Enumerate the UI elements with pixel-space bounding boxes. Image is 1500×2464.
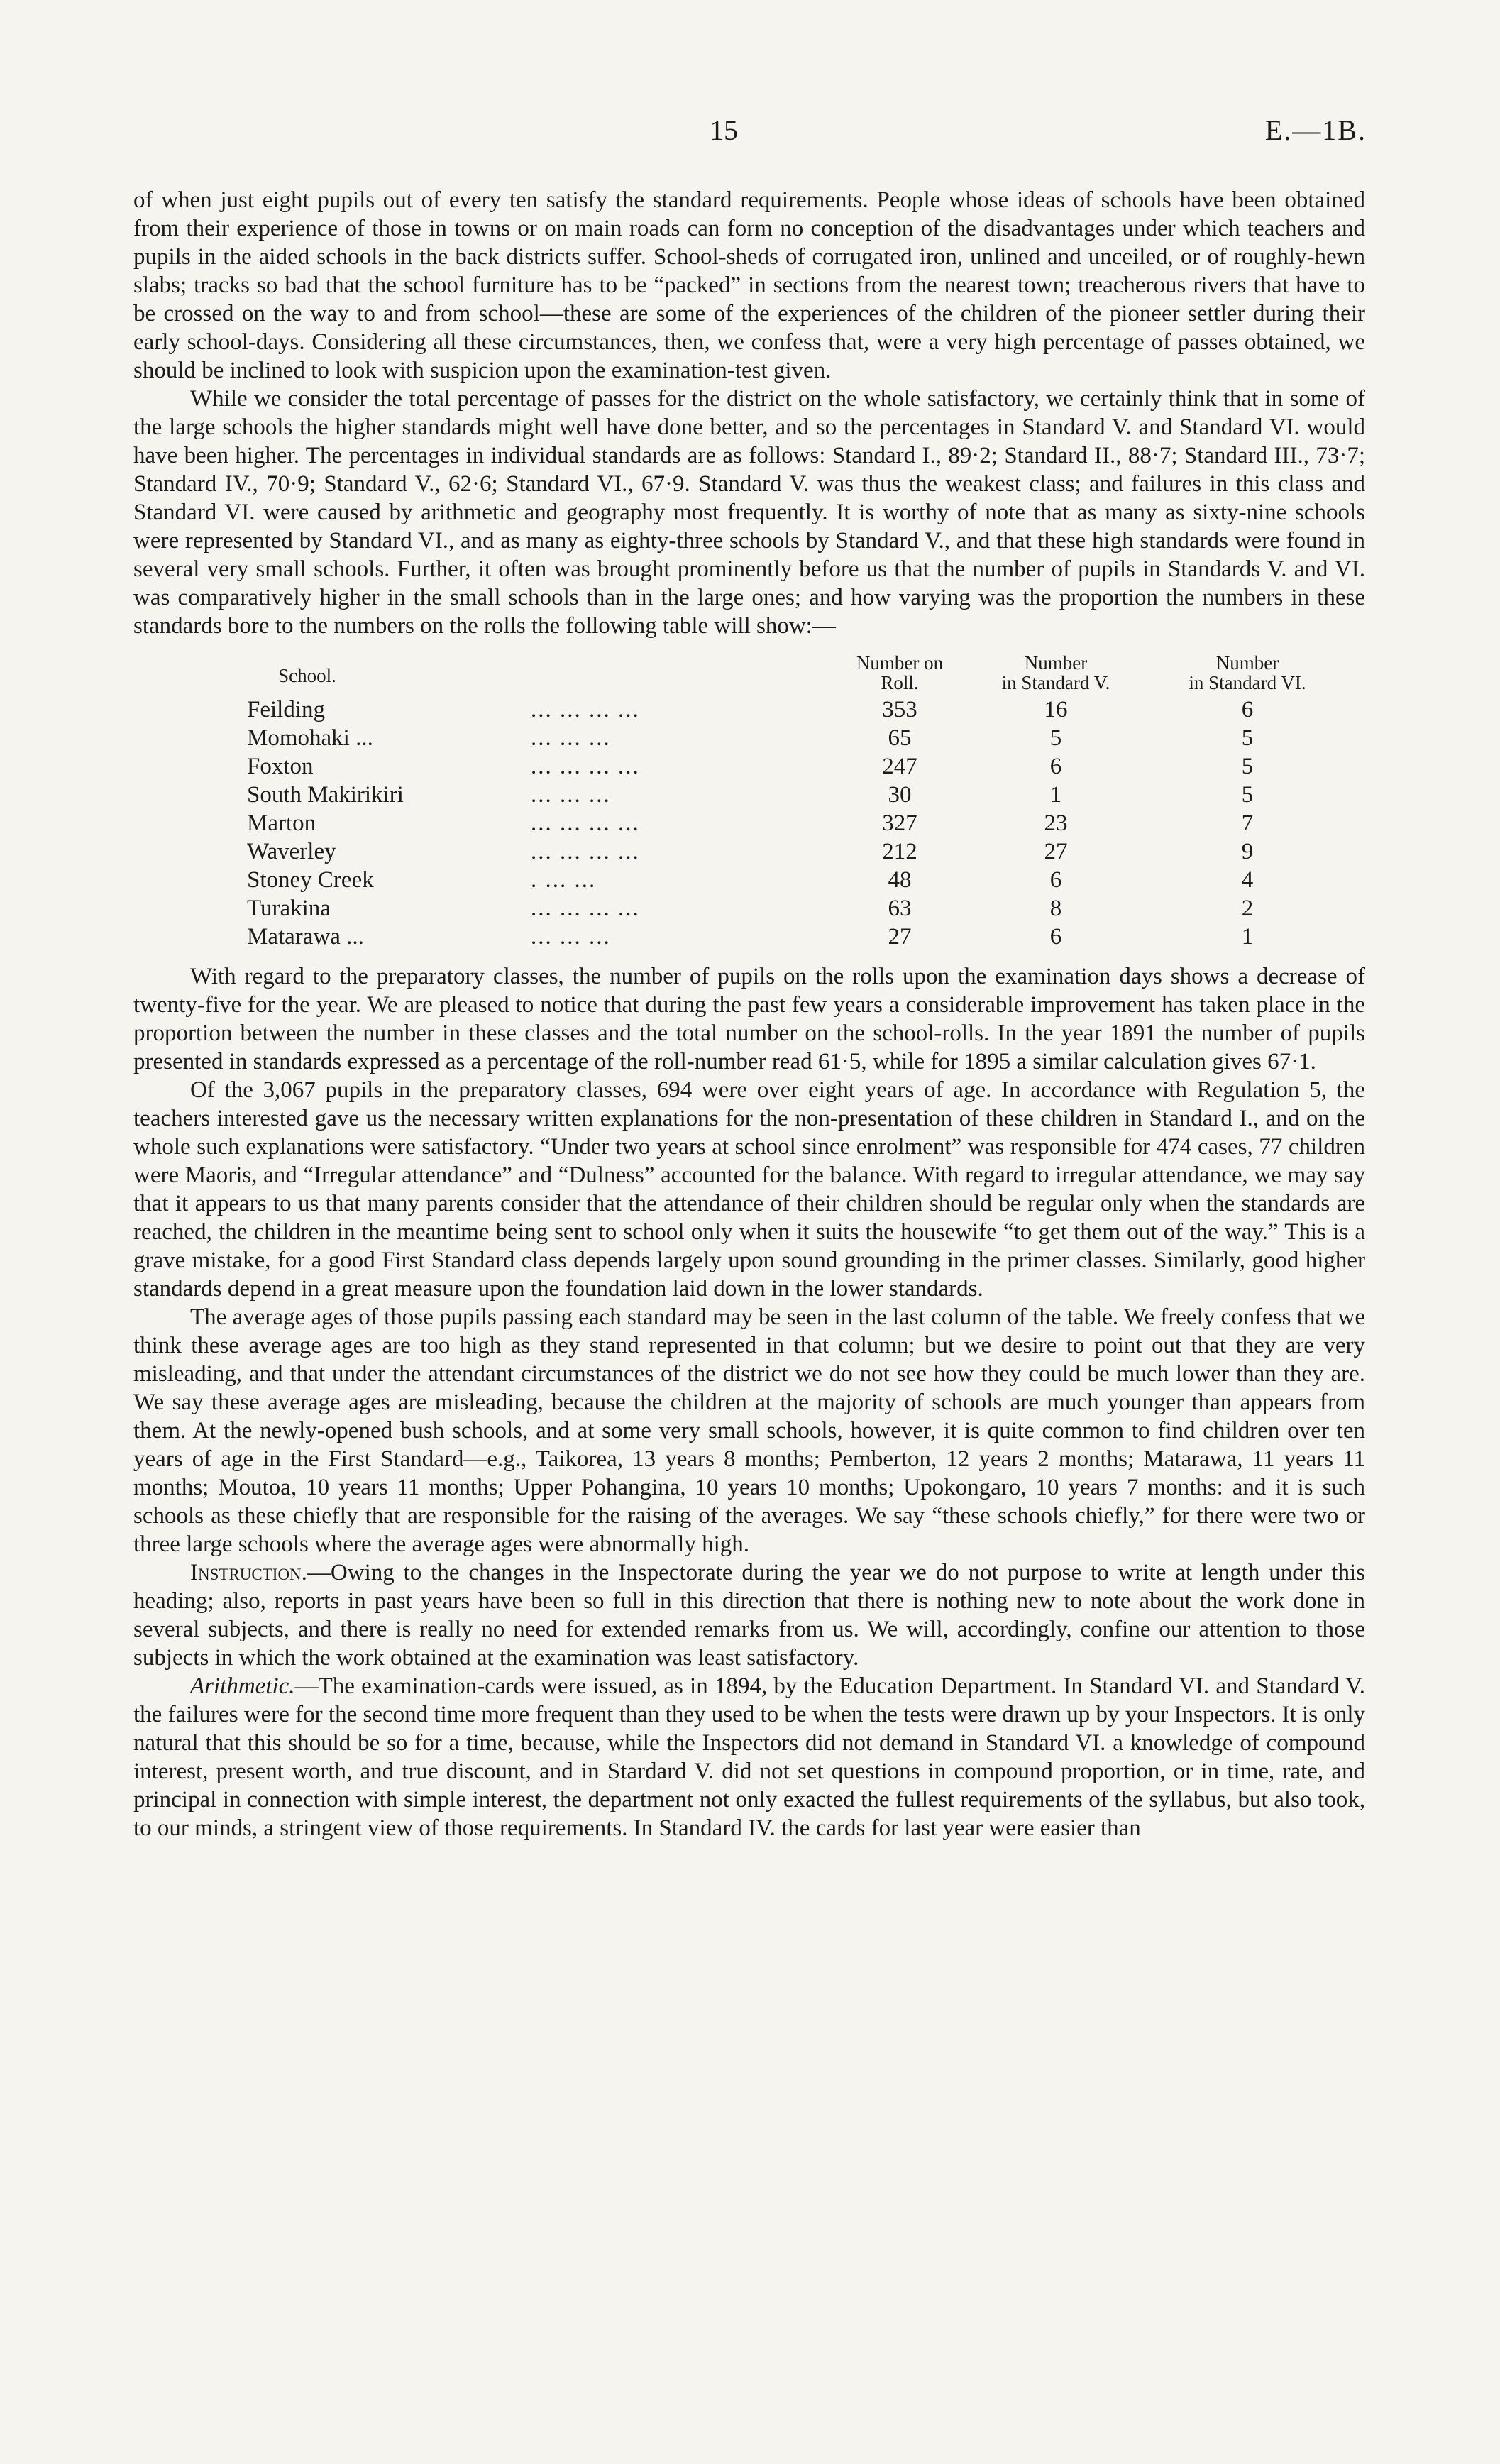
standard-vi-count: 5 <box>1241 754 1254 779</box>
school-name: South Makirikiri <box>247 782 404 808</box>
standard-v-count: 16 <box>1044 697 1068 722</box>
roll-number: 247 <box>882 754 917 779</box>
roll-number: 327 <box>882 810 917 836</box>
section-heading-arithmetic: Arithmetic. <box>190 1673 295 1699</box>
school-name: Stoney Creek <box>247 867 374 893</box>
leader-dots: ... ... ... <box>531 924 611 950</box>
paragraph: While we consider the total percentage of passes for the district on the whole satisfactory, we certainly think that in some of the large schools the higher standards might well have done better, and so the percentages in Standard V. and Standard VI. would have been higher. The percentages in individual standards are as follows: Standard I., 89·2; Standard II., 88·7; Standard III., 73·7; Standard IV., 70·9; Standard V., 62·6; Standard VI., 67·9. Standard V. was thus the weakest class; and failures in this class and Standard VI. were caused by arithmetic and geography most frequently. It is worthy of note that as many as sixty-nine schools were represented by Standard VI., and as many as eighty-three schools by Standard V., and that these high standards were found in several very small schools. Further, it often was brought prominently before us that the number of pupils in Standards V. and VI. was comparatively higher in the small schools than in the large ones; and how varying was the proportion the numbers in these standards bore to the numbers on the rolls the following table will show:— <box>133 386 1365 639</box>
paragraph: of when just eight pupils out of every ten satisfy the standard requirements. People whose ideas of schools have been obtained from their experience of those in towns or on main roads can form no conception of the disadvantages under which teachers and pupils in the aided schools in the back districts suffer. School-sheds of corrugated iron, unlined and unceiled, or of roughly-hewn slabs; tracks so bad that the school furniture has to be “packed” in sections from the nearest town; treacherous rivers that have to be crossed on the way to and from school—these are some of the experiences of the children of the pioneer settler during their early school-days. Considering all these circumstances, then, we confess that, were a very high percentage of passes obtained, we should be inclined to look with suspicion upon the examination-test given. <box>133 187 1365 383</box>
roll-number: 65 <box>888 725 912 751</box>
roll-number: 353 <box>882 697 917 722</box>
leader-dots: ... ... ... ... <box>531 697 640 722</box>
column-header-standard-v: Number in Standard V. <box>1001 652 1110 693</box>
standard-vi-count: 7 <box>1241 810 1254 836</box>
column-header-school: School. <box>278 665 336 686</box>
instruction-text: —Owing to the changes in the Inspectorate during the year we do not purpose to write at length under this heading; also, reports in past years have been so full in this direction that there is nothing new to note about the work done in several subjects, and there is really no need for extended remarks from us. We will, accordingly, confine our attention to those subjects in which the work obtained at the examination was least satisfactory. <box>133 1560 1365 1671</box>
column-header-standard-vi: Number in Standard VI. <box>1189 652 1306 693</box>
table-row <box>133 866 1365 894</box>
roll-number: 27 <box>888 924 912 950</box>
school-name: Waverley <box>247 839 336 864</box>
school-name: Matarawa ... <box>247 924 364 950</box>
table-row <box>133 695 1365 724</box>
standard-v-count: 5 <box>1049 725 1062 751</box>
leader-dots: ... ... ... <box>531 725 611 751</box>
school-name: Momohaki ... <box>247 725 373 751</box>
standard-v-count: 1 <box>1049 782 1062 808</box>
paragraph: Of the 3,067 pupils in the preparatory classes, 694 were over eight years of age. In accordance with Regulation 5, the teachers interested gave us the necessary written explanations for the non-presentation of these children in Standard I., and on the whole such explanations were satisfactory. “Under two years at school since enrolment” was responsible for 474 cases, 77 children were Maoris, and “Irregular attendance” and “Dulness” accounted for the balance. With regard to irregular attendance, we may say that it appears to us that many parents consider that the attendance of their children should be regular only when the standards are reached, the children in the meantime being sent to school only when it suits the housewife “to get them out of the way.” This is a grave mistake, for a good First Standard class depends largely upon sound grounding in the primer classes. Similarly, good higher standards depend in a great measure upon the foundation laid down in the lower standards. <box>133 1077 1365 1302</box>
roll-number: 48 <box>888 867 912 893</box>
page-header <box>0 114 1500 156</box>
paragraph-instruction <box>133 1558 1365 1672</box>
standard-vi-count: 1 <box>1241 924 1254 950</box>
standard-vi-count: 2 <box>1241 896 1254 921</box>
column-header-roll: Number on Roll. <box>856 652 944 693</box>
standard-v-count: 6 <box>1049 924 1062 950</box>
school-name: Turakina <box>247 896 331 921</box>
paragraph: The average ages of those pupils passing each standard may be seen in the last column of the table. We freely confess that we think these average ages are too high as they stand represented in that column; but we desire to point out that they are very misleading, and that under the attendant circumstances of the district we do not see how they could be much lower than they are. We say these average ages are misleading, because the children at the majority of schools are much younger than appears from them. At the newly-opened bush schools, and at some very small schools, however, it is quite common to find children over ten years of age in the First Standard—e.g., Taikorea, 13 years 8 months; Pemberton, 12 years 2 months; Matarawa, 11 years 11 months; Moutoa, 10 years 11 months; Upper Pohangina, 10 years 10 months; Upokongaro, 10 years 7 months: and it is such schools as these chiefly that are responsible for the raising of the averages. We say “these schools chiefly,” for there were two or three large schools where the average ages were abnormally high. <box>133 1304 1365 1557</box>
school-name: Marton <box>247 810 316 836</box>
leader-dots: ... ... ... ... <box>531 839 640 864</box>
table-row <box>133 752 1365 781</box>
paragraph-arithmetic <box>133 1672 1365 1842</box>
standard-vi-count: 5 <box>1241 782 1254 808</box>
standard-v-count: 27 <box>1044 839 1068 864</box>
leader-dots: ... ... ... <box>531 782 611 808</box>
standard-vi-count: 6 <box>1241 697 1254 722</box>
page-number: 15 <box>710 114 738 146</box>
document-reference: E.—1B. <box>1264 114 1367 146</box>
standard-vi-count: 9 <box>1241 839 1254 864</box>
standard-v-count: 23 <box>1044 810 1068 836</box>
page-body <box>133 186 1365 1842</box>
arithmetic-text: —The examination-cards were issued, as in 1894, by the Education Department. In Standard VI. and Standard V. the failures were for the second time more frequent than they used to be when the tests were drawn up by your Inspectors. It is only natural that this should be so for a time, because, while the Inspectors did not demand in Standard VI. a knowledge of compound interest, present worth, and true discount, and in Stardard V. did not set questions in compound proportion, or in time, rate, and principal in connection with simple interest, the department not only exacted the fullest requirements of the syllabus, but also took, to our minds, a stringent view of those requirements. In Standard IV. the cards for last year were easier than <box>133 1673 1365 1841</box>
table-row <box>133 923 1365 951</box>
standard-vi-count: 5 <box>1241 725 1254 751</box>
school-name: Feilding <box>247 697 326 722</box>
leader-dots: ... ... ... ... <box>531 896 640 921</box>
table-row <box>133 809 1365 837</box>
section-heading-instruction: Instruction. <box>190 1560 307 1585</box>
school-name: Foxton <box>247 754 314 779</box>
leader-dots: . ... ... <box>531 867 597 893</box>
standard-v-count: 6 <box>1049 867 1062 893</box>
table-row <box>133 724 1365 752</box>
standard-vi-count: 4 <box>1241 867 1254 893</box>
standard-v-count: 6 <box>1049 754 1062 779</box>
leader-dots: ... ... ... ... <box>531 810 640 836</box>
standard-v-count: 8 <box>1049 896 1062 921</box>
table-row <box>133 837 1365 866</box>
roll-number: 212 <box>882 839 917 864</box>
paragraph: With regard to the preparatory classes, the number of pupils on the rolls upon the examination days shows a decrease of twenty-five for the year. We are pleased to notice that during the past few years a considerable improvement has taken place in the proportion between the number in these classes and the total number on the school-rolls. In the year 1891 the number of pupils presented in standards expressed as a percentage of the roll-number read 61·5, while for 1895 a similar calculation gives 67·1. <box>133 964 1365 1074</box>
table-row <box>133 894 1365 923</box>
roll-number: 63 <box>888 896 912 921</box>
roll-number: 30 <box>888 782 912 808</box>
schools-table <box>133 653 1365 958</box>
leader-dots: ... ... ... ... <box>531 754 640 779</box>
table-row <box>133 781 1365 809</box>
